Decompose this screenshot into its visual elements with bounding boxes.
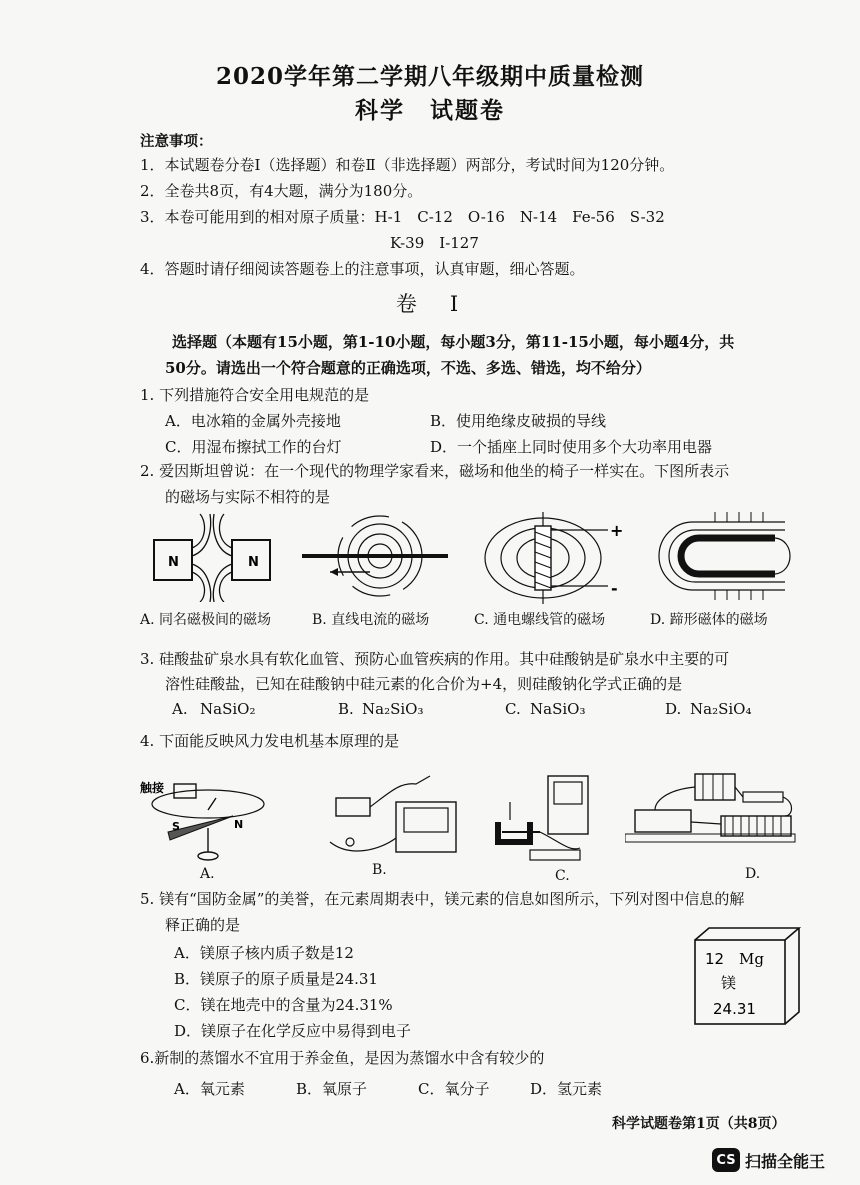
q6-option-d: D．氢元素 [530,1080,603,1098]
q2-minus-sign: - [611,579,618,598]
q5-option-a: A．镁原子核内质子数是12 [174,944,354,962]
q3-option-c-mark: C. [505,700,521,718]
q3-option-c: NaSiO₃ [530,700,586,718]
q1-option-d: D．一个插座上同时使用多个大功率用电器 [430,438,713,456]
q2-caption-a: A. 同名磁极间的磁场 [140,612,272,628]
q1-option-b: B．使用绝缘皮破损的导线 [430,412,607,430]
q4-label-n: N [234,818,244,831]
q6-stem: 6.新制的蒸馏水不宜用于养金鱼，是因为蒸馏水中含有较少的 [140,1049,545,1067]
scanner-logo-icon: CS [712,1148,740,1172]
scanner-logo-text: 扫描全能王 [745,1151,826,1171]
q4-label-s: S [172,820,180,833]
q1-stem: 1. 下列措施符合安全用电规范的是 [140,386,370,404]
q3-option-b-mark: B. [338,700,354,718]
q4-caption-b: B. [372,862,387,878]
section-instruction-2: 50分。请选出一个符合题意的正确选项，不选、多选、错选，均不给分） [165,359,651,377]
notice-item-4: 4．答题时请仔细阅读答题卷上的注意事项，认真审题，细心答题。 [140,260,585,278]
q4-figure-a [138,770,268,866]
q3-option-a: NaSiO₂ [200,700,256,718]
exam-subtitle: 科学 试题卷 [355,97,505,124]
q4-figure-c [490,772,600,868]
q5-option-c: C．镁在地壳中的含量为24.31% [174,996,393,1014]
q4-caption-a: A. [200,866,215,882]
magnesium-element-card [693,926,803,1026]
q2-figure-straight-wire [300,512,450,602]
q2-pole-n-left: N [168,555,179,570]
q5-stem-2: 释正确的是 [165,916,241,934]
q4-caption-c: C. [555,868,570,884]
q2-stem-2: 的磁场与实际不相符的是 [165,488,331,506]
q4-caption-d: D. [745,866,761,882]
notice-heading: 注意事项： [140,133,213,150]
q3-option-a-mark: A. [172,700,188,718]
element-symbol: Mg [739,950,764,968]
q3-option-d: Na₂SiO₄ [690,700,752,718]
q5-option-d: D．镁原子在化学反应中易得到电子 [174,1022,412,1040]
q2-pole-n-right: N [248,555,259,570]
element-mass: 24.31 [713,1000,756,1018]
q2-figure-solenoid [478,512,628,604]
notice-item-3: 3．本卷可能用到的相对原子质量：H-1 C-12 O-16 N-14 Fe-56 S-32 [140,208,665,226]
notice-item-2: 2．全卷共8页，有4大题，满分为180分。 [140,182,423,200]
scanner-watermark [712,1148,825,1172]
element-atomic-number: 12 [705,950,725,968]
notice-item-1: 1．本试题卷分卷Ⅰ（选择题）和卷Ⅱ（非选择题）两部分，考试时间为120分钟。 [140,156,675,174]
q6-option-b: B．氧原子 [296,1080,368,1098]
notice-item-3-cont: K-39 I-127 [390,234,479,252]
q1-option-a: A．电冰箱的金属外壳接地 [165,412,341,430]
q3-option-d-mark: D. [665,700,682,718]
q4-figure-d [625,762,800,866]
q3-stem-1: 3. 硅酸盐矿泉水具有软化血管、预防心血管疾病的作用。其中硅酸钠是矿泉水中主要的可 [140,650,730,668]
q3-option-b: Na₂SiO₃ [362,700,424,718]
q2-caption-c: C. 通电螺线管的磁场 [474,612,606,628]
q2-figure-like-poles [152,512,272,602]
q6-option-a: A．氧元素 [174,1080,245,1098]
volume-label: 卷 Ⅰ [395,292,465,316]
q4-label-touch: 触接 [140,781,165,795]
q4-figure-b [320,772,470,864]
section-instruction-1: 选择题（本题有15小题，第1-10小题，每小题3分，第11-15小题，每小题4分，共 [172,333,735,351]
q6-option-c: C．氧分子 [418,1080,490,1098]
q1-option-c: C．用湿布擦拭工作的台灯 [165,438,342,456]
q2-plus-sign: + [610,521,624,540]
q2-caption-b: B. 直线电流的磁场 [312,612,430,628]
exam-title: 2020学年第二学期八年级期中质量检测 [215,63,644,90]
q2-caption-d: D. 蹄形磁体的磁场 [650,612,768,628]
q4-stem: 4. 下面能反映风力发电机基本原理的是 [140,732,400,750]
q3-stem-2: 溶性硅酸盐，已知在硅酸钠中硅元素的化合价为+4，则硅酸钠化学式正确的是 [165,675,683,693]
q2-stem-1: 2. 爱因斯坦曾说：在一个现代的物理学家看来，磁场和他坐的椅子一样实在。下图所表示 [140,462,730,480]
page-footer: 科学试题卷第1页（共8页） [612,1116,786,1132]
q5-stem-1: 5. 镁有“国防金属”的美誉，在元素周期表中，镁元素的信息如图所示，下列对图中信息的解 [140,890,745,908]
element-name: 镁 [721,974,737,992]
q5-option-b: B．镁原子的原子质量是24.31 [174,970,378,988]
q2-figure-horseshoe [655,510,805,600]
